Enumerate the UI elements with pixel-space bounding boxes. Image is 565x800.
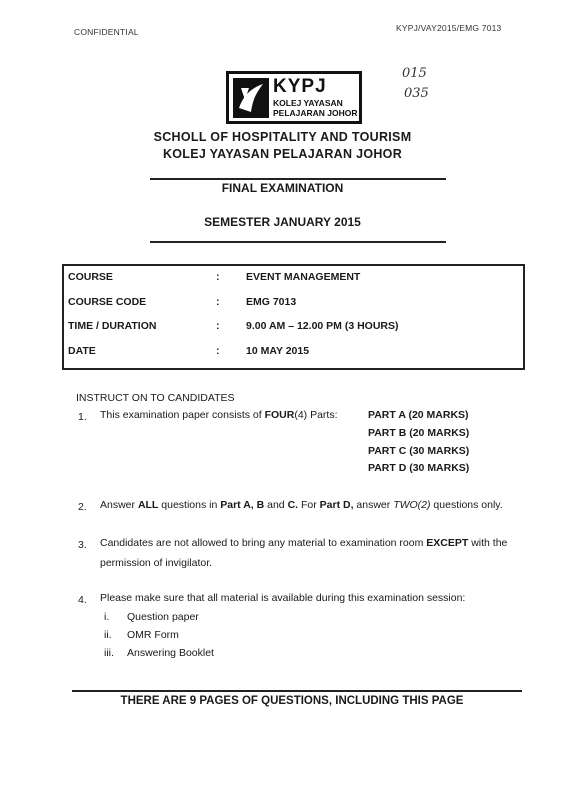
sub-item-answering-booklet: Answering Booklet	[127, 647, 214, 659]
part-d-marks: PART D (30 MARKS)	[368, 462, 470, 474]
instruction-3-line2: permission of invigilator.	[100, 557, 213, 569]
info-colon: :	[216, 345, 220, 357]
exam-title: FINAL EXAMINATION	[221, 181, 344, 195]
info-value: 9.00 AM – 12.00 PM (3 HOURS)	[246, 320, 399, 332]
sub-item-number: ii.	[104, 629, 112, 641]
instruction-1-text-end: (4) Parts:	[294, 409, 338, 421]
instruction-2-bold: Part D,	[319, 499, 354, 511]
instruction-2-bold: Part A, B	[220, 499, 265, 511]
info-label: COURSE CODE	[68, 296, 147, 308]
instruction-2-bold: ALL	[137, 499, 159, 511]
confidential-label: CONFIDENTIAL	[74, 27, 139, 37]
item-number: 1.	[78, 411, 87, 423]
instruction-2-text: questions in	[158, 499, 221, 511]
part-b-marks: PART B (20 MARKS)	[368, 427, 470, 439]
info-value: EVENT MANAGEMENT	[246, 271, 361, 283]
instruction-2-text: Answer	[100, 499, 138, 511]
info-row-course	[64, 266, 523, 290]
page-count-notice: THERE ARE 9 PAGES OF QUESTIONS, INCLUDING THIS PAGE	[120, 695, 464, 707]
item-number: 3.	[78, 539, 87, 551]
instructions-heading: INSTRUCT ON TO CANDIDATES	[76, 392, 235, 404]
divider-bottom	[150, 241, 446, 243]
kypj-logo	[226, 71, 362, 124]
instruction-2-italic: TWO(2)	[393, 499, 431, 511]
logo-line2: PELAJARAN JOHOR	[273, 108, 358, 118]
semester-title: SEMESTER JANUARY 2015	[204, 215, 361, 229]
instruction-3	[100, 537, 530, 549]
kypj-emblem-icon	[233, 78, 269, 118]
info-value: 10 MAY 2015	[246, 345, 310, 357]
instruction-3-text: Candidates are not allowed to bring any material to examination room	[100, 537, 427, 549]
instruction-4: Please make sure that all material is available during this examination session:	[100, 592, 466, 604]
instruction-2-text: answer	[353, 499, 394, 511]
sub-item-omr-form: OMR Form	[127, 629, 179, 641]
part-c-marks: PART C (30 MARKS)	[368, 445, 470, 457]
instruction-3-bold: EXCEPT	[426, 537, 469, 549]
part-a-marks: PART A (20 MARKS)	[368, 409, 469, 421]
handwritten-note-2: 035	[404, 86, 429, 101]
info-row-date	[64, 340, 523, 364]
instruction-2-bold: C.	[287, 499, 299, 511]
instruction-2	[100, 499, 503, 511]
instruction-1-text: This examination paper consists of	[100, 409, 265, 421]
info-row-duration	[64, 315, 523, 339]
logo-line1: KOLEJ YAYASAN	[273, 98, 343, 108]
info-row-course-code	[64, 291, 523, 315]
divider-top	[150, 178, 446, 180]
item-number: 2.	[78, 501, 87, 513]
instruction-2-text: For	[298, 499, 320, 511]
footer-divider	[72, 690, 522, 692]
school-name: SCHOLL OF HOSPITALITY AND TOURISM	[153, 130, 412, 144]
info-label: TIME / DURATION	[68, 320, 157, 332]
instruction-2-text: questions only.	[430, 499, 503, 511]
handwritten-note-1: 015	[402, 66, 427, 81]
info-colon: :	[216, 296, 220, 308]
info-value: EMG 7013	[246, 296, 297, 308]
item-number: 4.	[78, 594, 87, 606]
info-label: DATE	[68, 345, 96, 357]
info-colon: :	[216, 320, 220, 332]
instruction-1-bold: FOUR	[264, 409, 295, 421]
sub-item-question-paper: Question paper	[127, 611, 199, 623]
course-info-box	[62, 264, 525, 370]
instruction-2-text: and	[264, 499, 288, 511]
instruction-1	[100, 409, 338, 421]
logo-title: KYPJ	[273, 76, 327, 97]
info-colon: :	[216, 271, 220, 283]
info-label: COURSE	[68, 271, 113, 283]
college-name: KOLEJ YAYASAN PELAJARAN JOHOR	[162, 147, 403, 161]
instruction-3-text: with the	[468, 537, 508, 549]
sub-item-number: iii.	[104, 647, 114, 659]
sub-item-number: i.	[104, 611, 110, 623]
document-code: KYPJ/VAY2015/EMG 7013	[396, 23, 502, 33]
